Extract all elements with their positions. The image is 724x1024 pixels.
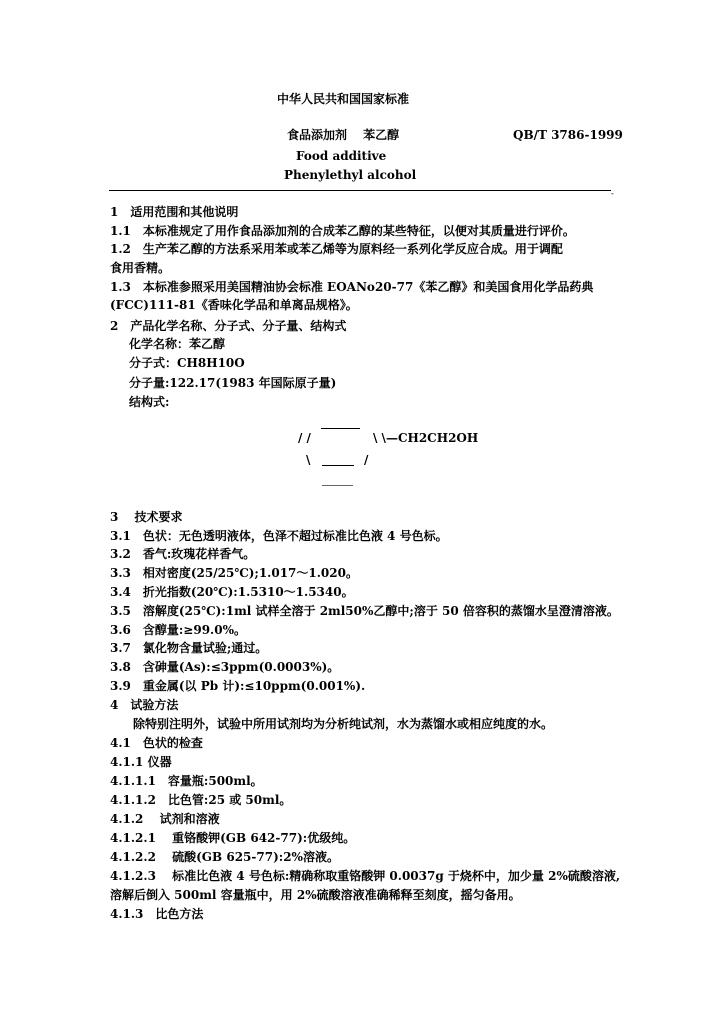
section-2-heading: 2 产品化学名称、分子式、分子量、结构式 <box>110 319 347 333</box>
molecular-formula: 分子式：CH8H10O <box>129 356 245 370</box>
clause-4-1-1: 4.1.1 仪器 <box>110 755 172 769</box>
clause-4-1: 4.1 色状的检查 <box>110 736 203 750</box>
clause-4-1-3: 4.1.3 比色方法 <box>110 907 204 921</box>
section-1-heading: 1 适用范围和其他说明 <box>110 205 239 219</box>
structure-row1-left: / / <box>298 431 311 445</box>
document-title-en-line2: Phenylethyl alcohol <box>284 168 417 182</box>
clause-4-1-2-3-cont: 溶解后倒入 500ml 容量瓶中，用 2%硫酸溶液准确稀释至刻度，摇匀备用。 <box>110 888 521 902</box>
clause-1-3-cont: (FCC)111-81《香味化学品和单离品规格》。 <box>110 298 358 312</box>
structure-row2-left: \ <box>306 453 311 467</box>
clause-3-8: 3.8 含砷量(As):≤3ppm(0.0003%)。 <box>110 660 340 674</box>
header-divider <box>109 190 611 191</box>
section-4-heading: 4 试验方法 <box>110 698 179 712</box>
clause-3-9: 3.9 重金属(以 Pb 计):≤10ppm(0.001%). <box>110 679 366 693</box>
standard-code: QB/T 3786-1999 <box>513 128 623 142</box>
clause-3-3: 3.3 相对密度(25/25℃);1.017～1.020。 <box>110 566 358 580</box>
clause-3-7: 3.7 氯化物含量试验;通过。 <box>110 641 268 655</box>
clause-1-3: 1.3 本标准参照采用美国精油协会标准 EOANo20-77《苯乙醇》和美国食用化学品药典 <box>110 280 594 294</box>
clause-4-1-1-2: 4.1.1.2 比色管:25 或 50ml。 <box>110 793 292 807</box>
structure-row2-mid <box>322 465 354 466</box>
structure-row1-right: \ \—CH2CH2OH <box>373 431 479 445</box>
document-title-en-line1: Food additive <box>296 149 387 163</box>
clause-3-5: 3.5 溶解度(25℃):1ml 试样全溶于 2ml50%乙醇中;溶于 50 倍容积的蒸馏水呈澄清溶液。 <box>110 604 619 618</box>
clause-4-1-2-3: 4.1.2.3 标准比色液 4 号色标:精确称取重铬酸钾 0.0037g 于烧杯中，加少量 2%硫酸溶液, <box>110 869 621 883</box>
clause-4-1-2-2: 4.1.2.2 硫酸(GB 625-77):2%溶液。 <box>110 850 339 864</box>
national-standard-heading: 中华人民共和国国家标准 <box>277 92 410 106</box>
chemical-name: 化学名称：苯乙醇 <box>129 337 226 351</box>
clause-4-1-1-1: 4.1.1.1 容量瓶:500ml。 <box>110 774 263 788</box>
document-title-cn: 食品添加剂 苯乙醇 <box>287 128 400 142</box>
structure-top-bar <box>321 428 360 429</box>
structure-bottom-bar <box>322 485 353 486</box>
clause-4-1-2: 4.1.2 试剂和溶液 <box>110 812 220 826</box>
clause-3-4: 3.4 折光指数(20℃):1.5310～1.5340。 <box>110 585 354 599</box>
clause-1-2: 1.2 生产苯乙醇的方法系采用苯或苯乙烯等为原料经一系列化学反应合成。用于调配 <box>110 242 563 256</box>
section-3-heading: 3 技术要求 <box>110 510 183 524</box>
structure-label: 结构式: <box>129 395 170 409</box>
clause-4-1-2-1: 4.1.2.1 重铬酸钾(GB 642-77):优级纯。 <box>110 831 356 845</box>
clause-3-1: 3.1 色状：无色透明液体，色泽不超过标准比色液 4 号色标。 <box>110 529 448 543</box>
clause-3-6: 3.6 含醇量:≥99.0%。 <box>110 623 246 637</box>
clause-1-1: 1.1 本标准规定了用作食品添加剂的合成苯乙醇的某些特征，以便对其质量进行评价。 <box>110 224 575 238</box>
molecular-weight: 分子量:122.17(1983 年国际原子量) <box>129 376 337 390</box>
clause-1-2-cont: 食用香精。 <box>110 261 171 275</box>
section-4-intro: 除特别注明外，试验中所用试剂均为分析纯试剂，水为蒸馏水或相应纯度的水。 <box>133 717 554 731</box>
clause-3-2: 3.2 香气:玫瑰花样香气。 <box>110 547 256 561</box>
structure-row2-right: / <box>364 453 369 467</box>
header-divider-tick: - <box>611 189 614 198</box>
